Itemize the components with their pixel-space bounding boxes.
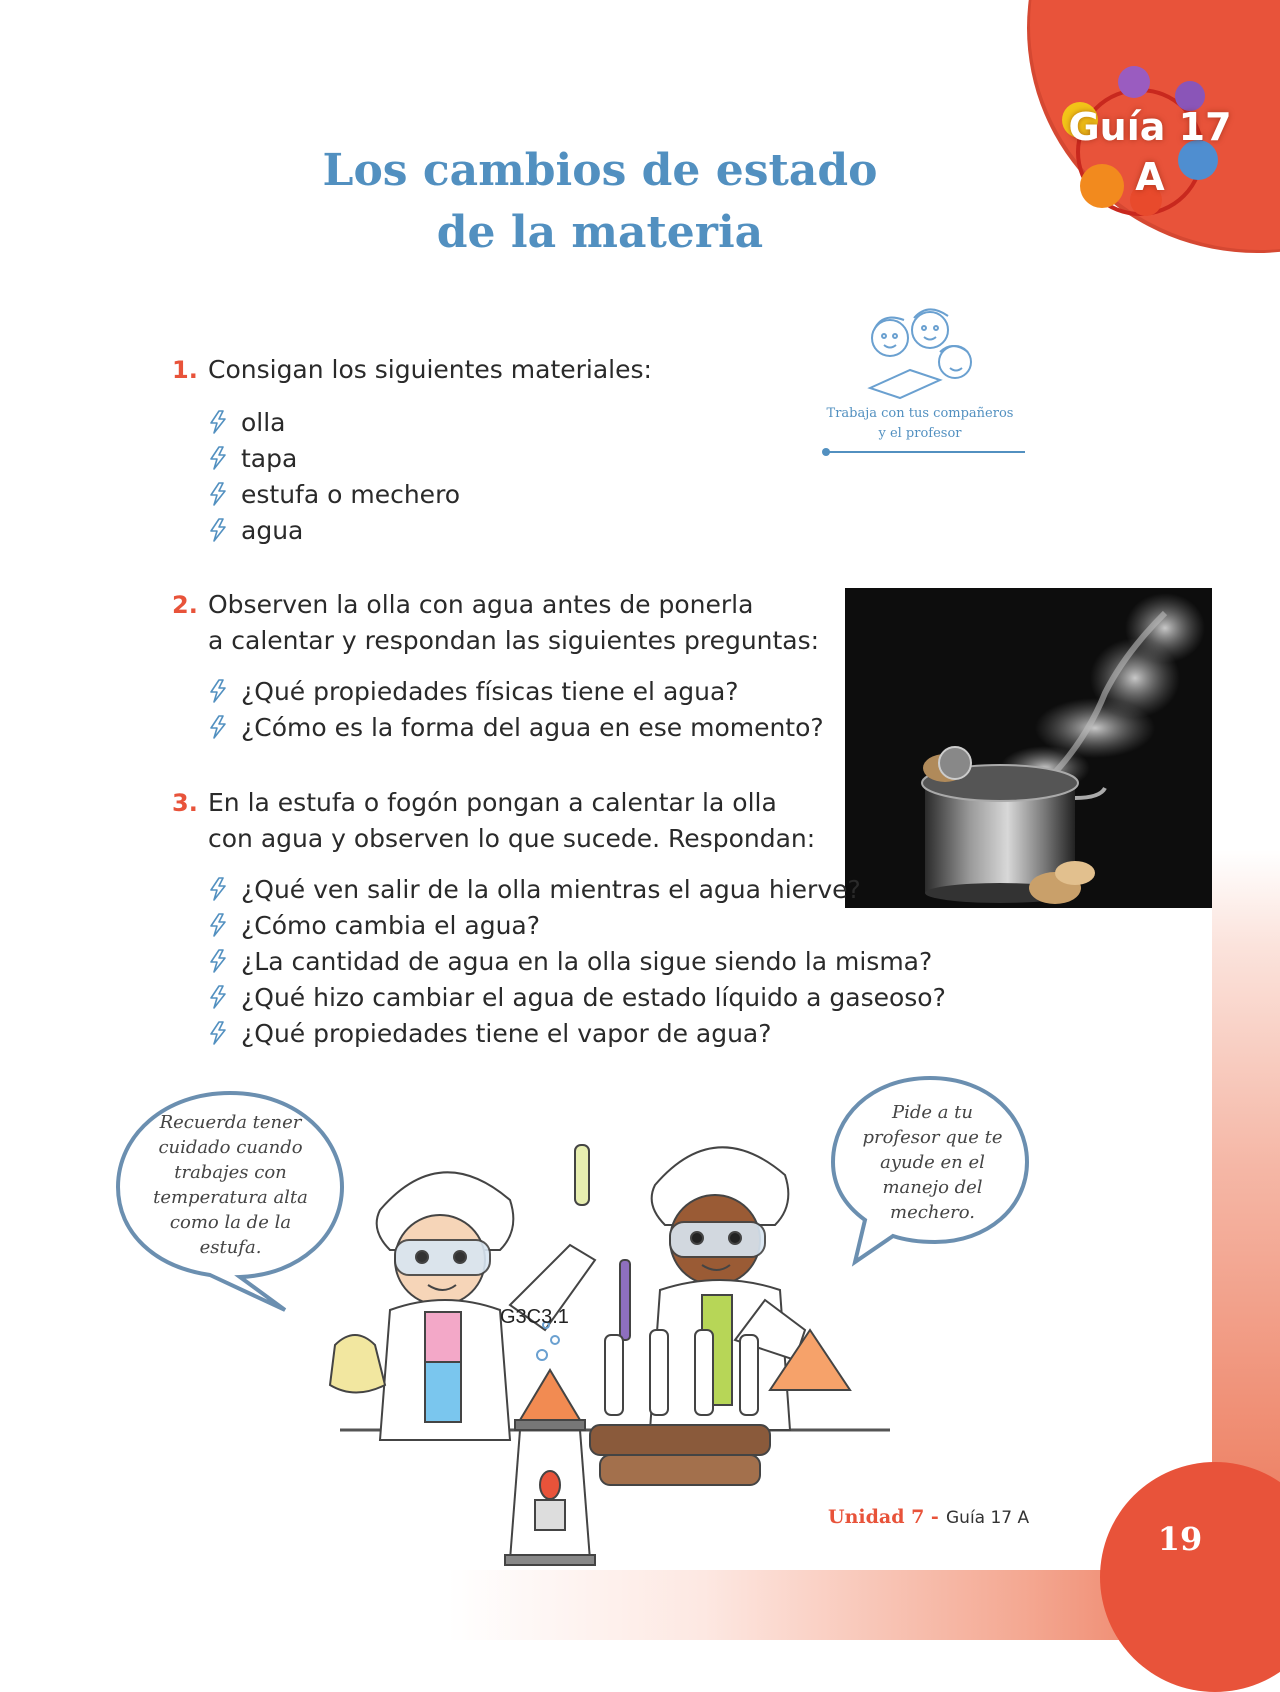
- footer-guide: Guía 17 A: [946, 1508, 1030, 1528]
- list-item: estufa o mechero: [205, 476, 652, 512]
- list-item: tapa: [205, 440, 652, 476]
- lightning-bullet-icon: [205, 876, 231, 902]
- students-group-icon: [860, 300, 990, 400]
- page-number: 19: [1157, 1520, 1203, 1558]
- bunsen-burner: [505, 1322, 595, 1565]
- team-caption-line-1: Trabaja con tus compañeros: [826, 406, 1014, 421]
- section-number: 2.: [172, 591, 198, 619]
- guide-number: Guía 17: [1068, 105, 1232, 149]
- caption-underline: [820, 446, 1025, 458]
- list-item: ¿Cómo cambia el agua?: [205, 907, 946, 943]
- lightning-bullet-icon: [205, 912, 231, 938]
- section-3: [172, 785, 946, 1051]
- section-instruction: a calentar y respondan las siguientes preguntas:: [208, 626, 820, 655]
- page-number-circle: [1100, 1462, 1280, 1692]
- list-item: agua: [205, 512, 652, 548]
- guide-label: [1060, 102, 1240, 202]
- list-item: ¿Qué propiedades físicas tiene el agua?: [205, 673, 824, 709]
- figure-code: G3C3.1: [500, 1306, 569, 1328]
- lightning-bullet-icon: [205, 714, 231, 740]
- title-line-1: Los cambios de estado: [322, 145, 878, 196]
- guide-letter: A: [1135, 155, 1165, 199]
- kids-lab-illustration: [310, 1140, 890, 1570]
- list-item: olla: [205, 404, 652, 440]
- right-bubble-text: Pide a tu profesor que te ayude en el manejo del mechero.: [862, 1102, 1003, 1223]
- lightning-bullet-icon: [205, 678, 231, 704]
- section-instruction: con agua y observen lo que sucede. Respondan:: [208, 824, 816, 853]
- list-item: ¿Qué ven salir de la olla mientras el agua hierve?: [205, 871, 946, 907]
- section-1: [172, 352, 652, 548]
- lightning-bullet-icon: [205, 517, 231, 543]
- title-line-2: de la materia: [436, 207, 764, 258]
- page-title: [290, 140, 910, 264]
- list-item: ¿Cómo es la forma del agua en ese momento?: [205, 709, 824, 745]
- lightning-bullet-icon: [205, 948, 231, 974]
- lightning-bullet-icon: [205, 984, 231, 1010]
- section-instruction: En la estufa o fogón pongan a calentar la olla: [208, 788, 777, 817]
- list-item: ¿Qué propiedades tiene el vapor de agua?: [205, 1015, 946, 1051]
- list-item: ¿La cantidad de agua en la olla sigue siendo la misma?: [205, 943, 946, 979]
- left-bubble-text: Recuerda tener cuidado cuando trabajes con temperatura alta como la de la estufa.: [153, 1112, 308, 1258]
- team-caption-line-2: y el profesor: [878, 426, 962, 441]
- footer-unit: Unidad 7 -: [828, 1506, 939, 1528]
- team-work-caption: [815, 404, 1025, 444]
- section-2: [172, 587, 824, 745]
- lightning-bullet-icon: [205, 1020, 231, 1046]
- section-number: 1.: [172, 356, 198, 384]
- section-instruction: Observen la olla con agua antes de ponerla: [208, 590, 754, 619]
- lightning-bullet-icon: [205, 409, 231, 435]
- bottom-decorative-band: [0, 1570, 1280, 1640]
- lightning-bullet-icon: [205, 445, 231, 471]
- section-instruction: Consigan los siguientes materiales:: [208, 355, 652, 384]
- list-item: ¿Qué hizo cambiar el agua de estado líquido a gaseoso?: [205, 979, 946, 1015]
- lightning-bullet-icon: [205, 481, 231, 507]
- section-number: 3.: [172, 789, 198, 817]
